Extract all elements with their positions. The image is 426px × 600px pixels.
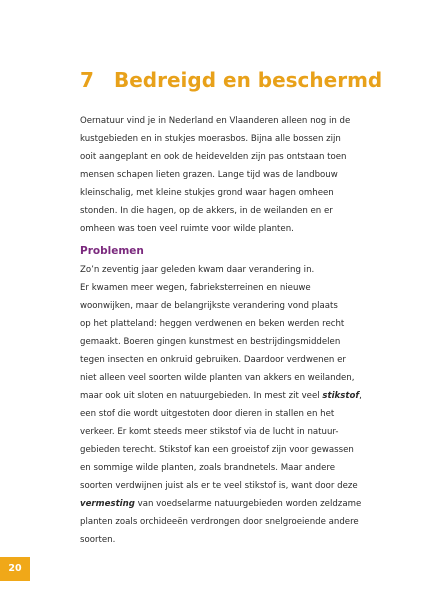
section-body [80,261,400,549]
page-number-tab: 20 [0,557,30,581]
body-line: niet alleen veel soorten wilde planten van akkers en weilanden, [80,373,355,383]
body-line: soorten verdwijnen juist als er te veel stikstof is, want door deze [80,481,358,491]
body-line: tegen insecten en onkruid gebruiken. Daardoor verdwenen er [80,355,346,365]
intro-line: Oernatuur vind je in Nederland en Vlaanderen alleen nog in de [80,116,351,126]
body-line-text: , [359,391,362,401]
intro-line: kustgebieden en in stukjes moerasbos. Bijna alle bossen zijn [80,134,341,144]
term-vermesting: vermesting [80,499,135,509]
intro-line: ooit aangeplant en ook de heidevelden zijn pas ontstaan toen [80,152,347,162]
term-stikstof: stikstof [322,391,360,401]
intro-line: stonden. In die hagen, op de akkers, in de weilanden en er [80,206,333,216]
intro-line: omheen was toen veel ruimte voor wilde planten. [80,224,294,234]
body-line [80,495,400,513]
body-line: Zo’n zeventig jaar geleden kwam daar verandering in. [80,265,315,275]
body-line: gemaakt. Boeren gingen kunstmest en bestrijdingsmiddelen [80,337,341,347]
body-line: soorten. [80,535,116,545]
chapter-number: 7 [80,68,94,92]
chapter-title-text: Bedreigd en beschermd [114,68,383,92]
chapter-title [80,68,400,92]
body-line: Er kwamen meer wegen, fabrieksterreinen en nieuwe [80,283,311,293]
body-line-text: maar ook uit sloten en natuurgebieden. In mest zit veel [80,391,323,401]
body-line [80,387,400,405]
body-line: gebieden terecht. Stikstof kan een groeistof zijn voor gewassen [80,445,354,455]
body-line: en sommige wilde planten, zoals brandnetels. Maar andere [80,463,336,473]
body-line: planten zoals orchideeën verdrongen door snelgroeiende andere [80,517,359,527]
body-line: woonwijken, maar de belangrijkste verandering vond plaats [80,301,338,311]
body-line-text: van voedselarme natuurgebieden worden zeldzame [134,499,362,509]
body-line: op het platteland: heggen verdwenen en beken werden recht [80,319,345,329]
intro-line: kleinschalig, met kleine stukjes grond waar hagen omheen [80,188,334,198]
body-line: verkeer. Er komt steeds meer stikstof via de lucht in natuur- [80,427,339,437]
intro-paragraph [80,112,400,238]
section-heading: Problemen [80,245,144,257]
body-line: een stof die wordt uitgestoten door dieren in stallen en het [80,409,335,419]
intro-line: mensen schapen lieten grazen. Lange tijd was de landbouw [80,170,338,180]
